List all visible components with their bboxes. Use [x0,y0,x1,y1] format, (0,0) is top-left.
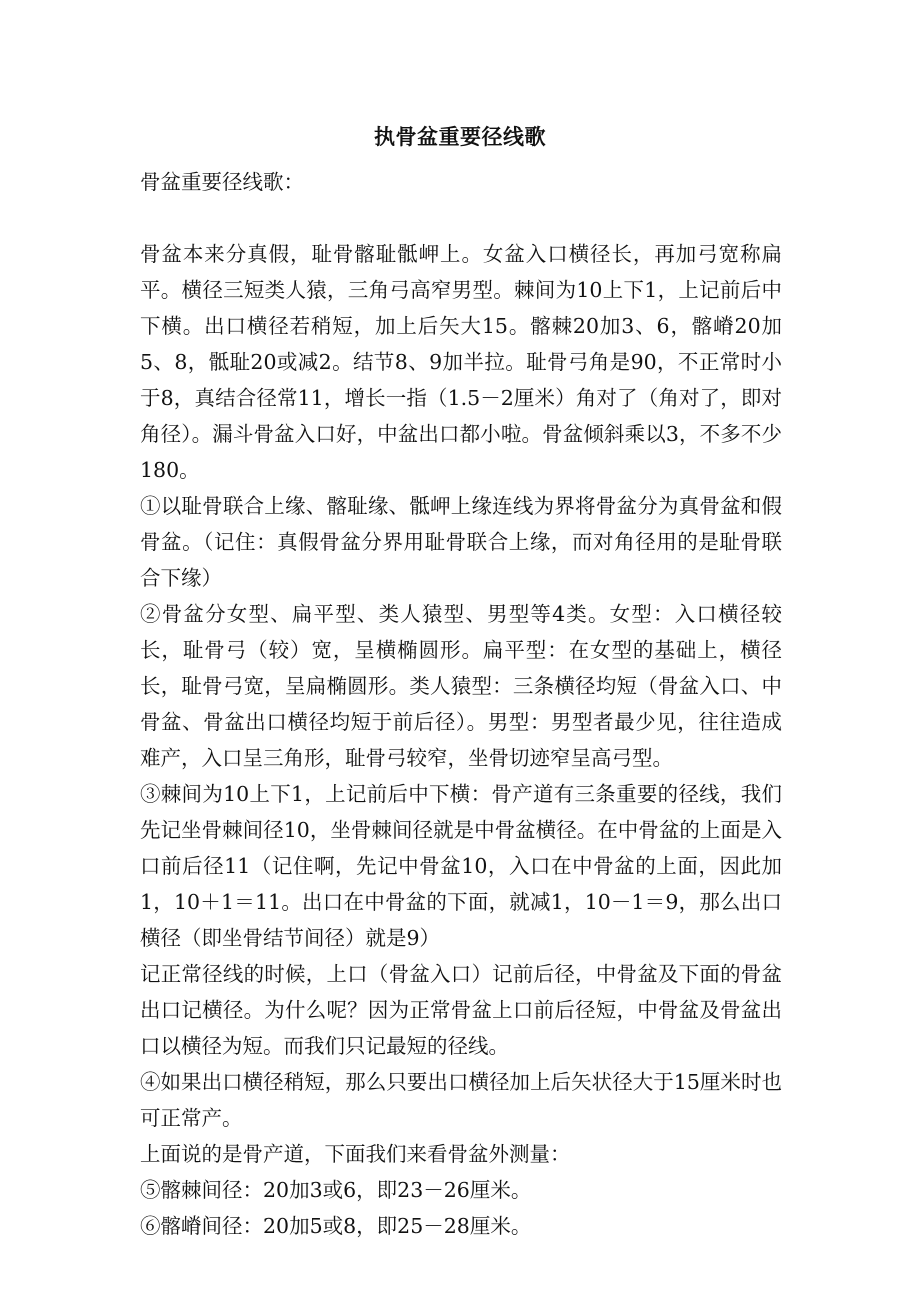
paragraph-song: 骨盆本来分真假，耻骨髂耻骶岬上。女盆入口横径长，再加弓宽称扁平。横径三短类人猿，三角弓高窄男型。棘间为10上下1，上记前后中下横。出口横径若稍短，加上后矢大15。髂棘20加3、6，髂嵴20加5、8，骶耻20或减2。结节8、9加半拉。耻骨弓角是90，不正常时小于8，真结合径常11，增长一指（1.5－2厘米）角对了（角对了，即对角径）。漏斗骨盆入口好，中盆出口都小啦。骨盆倾斜乘以3，不多不少180。 [140,242,782,482]
paragraph-point-1: ①以耻骨联合上缘、髂耻缘、骶岬上缘连线为界将骨盆分为真骨盆和假骨盆。（记住：真假骨盆分界用耻骨联合上缘，而对角径用的是耻骨联合下缘） [140,494,782,590]
document-title: 执骨盆重要径线歌 [374,124,546,149]
paragraph-point-2: ②骨盆分女型、扁平型、类人猿型、男型等4类。女型：入口横径较长，耻骨弓（较）宽，呈横椭圆形。扁平型：在女型的基础上，横径长，耻骨弓宽，呈扁椭圆形。类人猿型：三条横径均短（骨盆入口、中骨盆、骨盆出口横径均短于前后径）。男型：男型者最少见，往往造成难产，入口呈三角形，耻骨弓较窄，坐骨切迹窄呈高弓型。 [140,602,782,770]
blank-line [140,200,782,236]
paragraph-point-5: ⑤髂棘间径：20加3或6，即23－26厘米。 [140,1178,532,1202]
paragraph-transition: 上面说的是骨产道，下面我们来看骨盆外测量： [140,1142,571,1166]
paragraph-point-3: ③棘间为10上下1，上记前后中下横：骨产道有三条重要的径线，我们先记坐骨棘间径10，坐骨棘间径就是中骨盆横径。在中骨盆的上面是入口前后径11（记住啊，先记中骨盆10，入口在中骨盆的上面，因此加1，10＋1＝11。出口在中骨盆的下面，就减1，10－1＝9，那么出口横径（即坐骨结节间径）就是9） [140,782,782,950]
paragraph-note: 记正常径线的时候，上口（骨盆入口）记前后径，中骨盆及下面的骨盆出口记横径。为什么呢？因为正常骨盆上口前后径短，中骨盆及骨盆出口以横径为短。而我们只记最短的径线。 [140,962,782,1058]
paragraph-point-4: ④如果出口横径稍短，那么只要出口横径加上后矢状径大于15厘米时也可正常产。 [140,1070,782,1130]
paragraph-point-6: ⑥髂嵴间径：20加5或8，即25－28厘米。 [140,1214,532,1238]
document-body [140,164,782,1244]
intro-label: 骨盆重要径线歌： [140,170,304,194]
